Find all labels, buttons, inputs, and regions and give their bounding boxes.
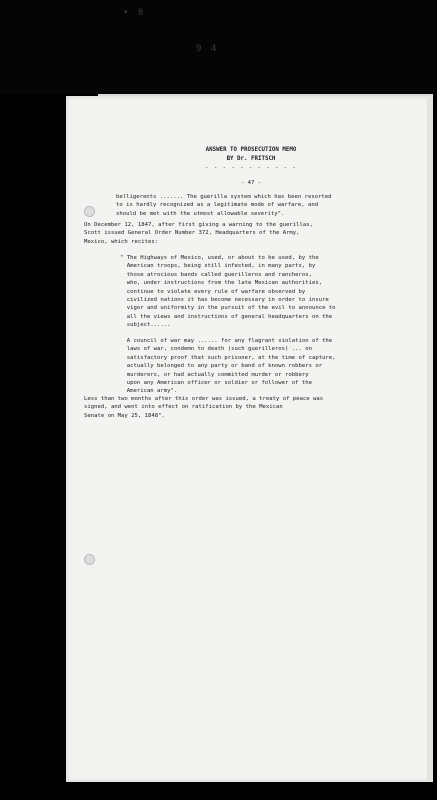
text-line: subject...... [120, 322, 171, 329]
text-line: American troops, being still infested, in many parts, by [120, 263, 316, 270]
film-frame-top [0, 0, 437, 95]
punch-hole [84, 206, 95, 217]
page-edge [427, 96, 433, 782]
text-line: those atrocious bands called guerilleros and rancheros, [120, 271, 312, 278]
frame-mark: 9 4 [196, 44, 219, 54]
document-page [66, 96, 433, 782]
text-line: A council of war may ...... for any flagrant violation of the [120, 338, 333, 344]
document-subtitle: BY Dr. FRITSCH [226, 156, 276, 162]
text-line: all the views and instructions of general headquarters on the [120, 313, 333, 320]
page-number: - 47 - [240, 180, 262, 186]
text-line: civilized nations it has become necessary in order to insure [120, 297, 329, 303]
text-line: actually belonged to any party or band of known robbers or [120, 363, 323, 370]
text-line: Scott issued General Order Number 372, Headquarters of the Army, [84, 230, 300, 237]
text-line: " The Highways of Mexico, used, or about to be used, by the [120, 255, 319, 261]
document-title: ANSWER TO PROSECUTION MEMO [205, 147, 297, 153]
text-line: On December 12, 1847, after first giving a warning to the guerillas, [84, 222, 314, 228]
text-line: who, under instructions from the late Mexican authorities, [120, 280, 323, 287]
title-rule: - - - - - - - - - - - [205, 165, 297, 171]
text-line: should be met with the utmost allowable severity". [116, 210, 285, 217]
text-line: signed, and went into effect on ratification by the Mexican [84, 404, 283, 411]
text-line: satisfactory proof that such prisoner, at the time of capture, [120, 354, 336, 361]
text-line: to is hardly recognized as a legitimate mode of warfare, and [116, 202, 319, 209]
frame-mark: • 8 [123, 8, 146, 18]
punch-hole [84, 554, 95, 565]
text-line: Less than two months after this order was issued, a treaty of peace was [84, 396, 324, 402]
text-line: belligerents ....... The guerilla system which has been resorted [116, 194, 332, 200]
text-line: Mexico, which recites: [84, 238, 159, 245]
text-line: continue to violate every rule of warfare observed by [120, 288, 306, 295]
text-line: Senate on May 25, 1848". [84, 412, 165, 419]
text-line: murderers, or had actually committed murder or robbery [120, 371, 309, 378]
text-line: upon any American officer or soldier or follower of the [120, 380, 312, 386]
text-line: vigor and uniformity in the pursuit of the evil to announce to [120, 305, 336, 312]
text-line: laws of war, condemn to death (such guerilleros) ... on [120, 346, 312, 353]
text-line: American army". [120, 388, 178, 395]
